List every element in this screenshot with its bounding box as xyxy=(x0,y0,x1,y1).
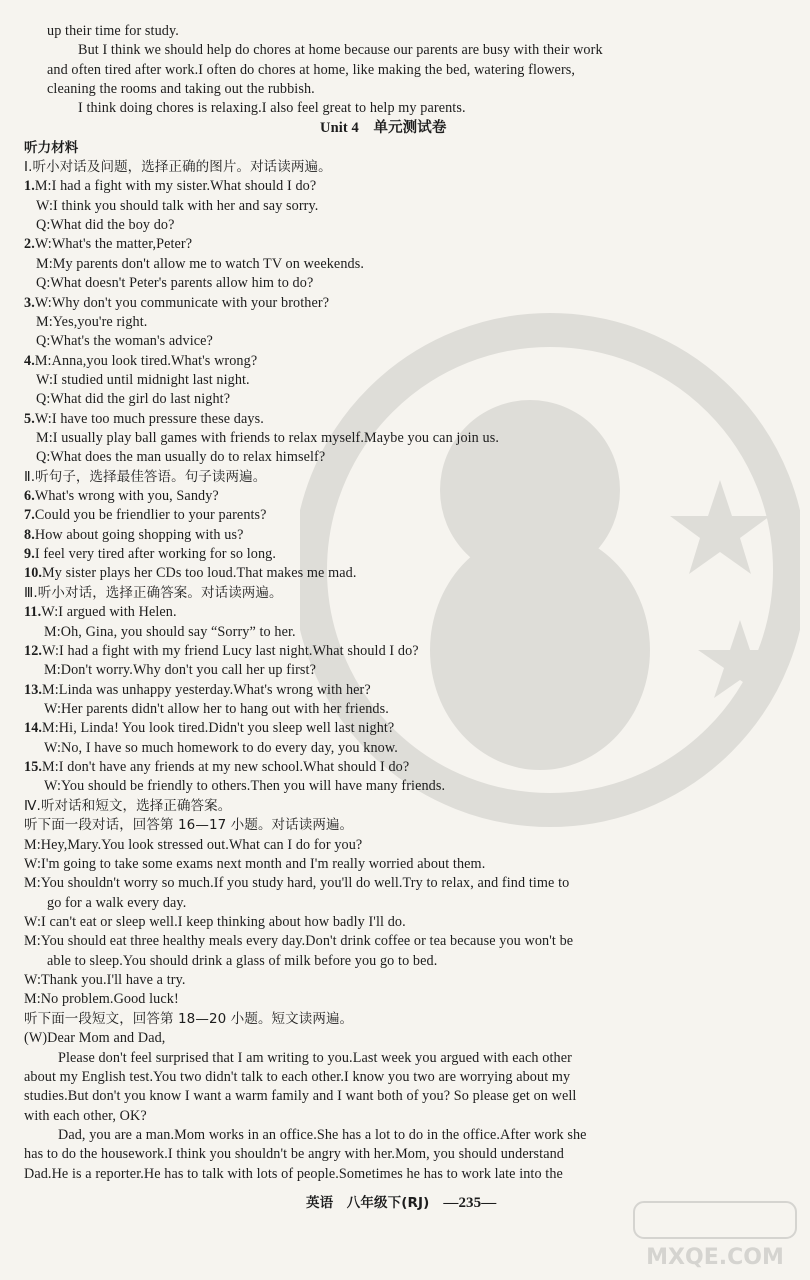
line-text: M:Anna,you look tired.What's wrong? xyxy=(34,353,258,369)
text-line xyxy=(24,158,332,178)
text-line xyxy=(47,61,575,81)
text-line xyxy=(58,1049,572,1069)
text-line xyxy=(36,255,364,275)
line-text: W:I think you should talk with her and say sorry. xyxy=(36,198,319,214)
text-line xyxy=(36,429,499,449)
line-text: W:I had a fight with my friend Lucy last night.What should I do? xyxy=(42,643,419,659)
text-line xyxy=(24,545,276,565)
text-line xyxy=(44,739,398,759)
line-text: M:I had a fight with my sister.What should I do? xyxy=(34,178,317,194)
line-text: W:I can't eat or sleep well.I keep thinking about how badly I'll do. xyxy=(24,914,406,930)
text-line xyxy=(24,177,316,197)
line-text: cleaning the rooms and taking out the rubbish. xyxy=(47,81,315,97)
question-number: 6. xyxy=(24,488,35,504)
line-text: with each other, OK? xyxy=(24,1108,147,1124)
line-text: 听下面一段对话，回答第 16—17 小题。对话读两遍。 xyxy=(24,817,354,833)
text-line xyxy=(36,371,250,391)
question-number: 13. xyxy=(24,682,43,698)
line-text: M:I don't have any friends at my new school.What should I do? xyxy=(42,759,410,775)
text-line xyxy=(24,1145,564,1165)
line-text: studies.But don't you know I want a warm family and I want both of you? So please get on well xyxy=(24,1088,577,1104)
text-line xyxy=(24,352,257,372)
line-text: Unit 4 单元测试卷 xyxy=(320,120,447,136)
text-line xyxy=(24,855,485,875)
text-line xyxy=(24,1087,576,1107)
line-text: But I think we should help do chores at home because our parents are busy with their work xyxy=(78,42,603,58)
text-line xyxy=(24,874,569,894)
line-text: M:No problem.Good luck! xyxy=(24,991,179,1007)
text-line xyxy=(24,468,266,488)
watermark-text: MXQE.COM xyxy=(646,1245,784,1270)
line-text: Q:What did the girl do last night? xyxy=(36,391,231,407)
text-line xyxy=(24,816,353,836)
question-number: 10. xyxy=(24,565,43,581)
line-text: W:No, I have so much homework to do every day, you know. xyxy=(44,740,398,756)
text-line xyxy=(24,1029,165,1049)
text-line xyxy=(24,642,419,662)
text-line xyxy=(78,99,466,119)
text-line xyxy=(24,294,329,314)
page-number: —235— xyxy=(443,1195,497,1211)
line-text: Ⅲ.听小对话，选择正确答案。对话读两遍。 xyxy=(24,585,283,601)
question-number: 11. xyxy=(24,604,42,620)
line-text: M:Don't worry.Why don't you call her up first? xyxy=(44,662,316,678)
line-text: M:You should eat three healthy meals every day.Don't drink coffee or tea because you won't be xyxy=(24,933,574,949)
line-text: I think doing chores is relaxing.I also feel great to help my parents. xyxy=(78,100,466,116)
text-line xyxy=(58,1126,587,1146)
text-line xyxy=(24,487,219,507)
text-line xyxy=(24,564,356,584)
question-number: 8. xyxy=(24,527,35,543)
text-line xyxy=(47,952,437,972)
line-text: I feel very tired after working for so long. xyxy=(34,546,277,562)
line-text: W:I argued with Helen. xyxy=(41,604,177,620)
line-text: go for a walk every day. xyxy=(47,895,187,911)
line-text: and often tired after work.I often do chores at home, like making the bed, watering flowers, xyxy=(47,62,576,78)
question-number: 4. xyxy=(24,353,35,369)
line-text: W:Why don't you communicate with your brother? xyxy=(34,295,330,311)
text-line xyxy=(36,274,313,294)
text-line xyxy=(36,332,213,352)
question-number: 2. xyxy=(24,236,35,252)
line-text: M:You shouldn't worry so much.If you study hard, you'll do well.Try to relax, and find time to xyxy=(24,875,570,891)
line-text: able to sleep.You should drink a glass of milk before you go to bed. xyxy=(47,953,438,969)
line-text: My sister plays her CDs too loud.That makes me mad. xyxy=(42,565,357,581)
text-line xyxy=(24,506,267,526)
text-line xyxy=(44,777,445,797)
text-line xyxy=(24,681,371,701)
line-text: about my English test.You two didn't talk to each other.I know you two are worrying about my xyxy=(24,1069,571,1085)
text-line xyxy=(24,836,362,856)
line-text: W:You should be friendly to others.Then you will have many friends. xyxy=(44,778,446,794)
text-line xyxy=(44,623,296,643)
text-line xyxy=(47,894,186,914)
line-text: M:Linda was unhappy yesterday.What's wrong with her? xyxy=(42,682,371,698)
line-text: How about going shopping with us? xyxy=(34,527,244,543)
question-number: 12. xyxy=(24,643,43,659)
line-text: W:Thank you.I'll have a try. xyxy=(24,972,186,988)
question-number: 7. xyxy=(24,507,35,523)
text-line xyxy=(44,700,389,720)
line-text: Please don't feel surprised that I am writing to you.Last week you argued with each other xyxy=(58,1050,572,1066)
line-text: Ⅰ.听小对话及问题，选择正确的图片。对话读两遍。 xyxy=(24,159,332,175)
line-text: Q:What's the woman's advice? xyxy=(36,333,213,349)
question-number: 1. xyxy=(24,178,35,194)
text-line xyxy=(24,603,177,623)
text-line xyxy=(47,80,315,100)
line-text: M:Hi, Linda! You look tired.Didn't you sleep well last night? xyxy=(42,720,395,736)
text-line xyxy=(36,313,147,333)
line-text: W:I studied until midnight last night. xyxy=(36,372,250,388)
text-line xyxy=(24,584,283,604)
text-line xyxy=(24,932,573,952)
text-line xyxy=(36,216,175,236)
text-line xyxy=(36,197,318,217)
line-text: W:I have too much pressure these days. xyxy=(34,411,264,427)
line-text: W:I'm going to take some exams next month and I'm really worried about them. xyxy=(24,856,486,872)
line-text: (W)Dear Mom and Dad, xyxy=(24,1030,166,1046)
site-watermark-logo-icon xyxy=(630,1200,800,1274)
text-line xyxy=(24,1010,353,1030)
text-line xyxy=(24,990,179,1010)
line-text: M:Oh, Gina, you should say “Sorry” to her. xyxy=(44,624,296,640)
text-line xyxy=(320,119,446,139)
question-number: 15. xyxy=(24,759,43,775)
line-text: Ⅳ.听对话和短文，选择正确答案。 xyxy=(24,798,232,814)
question-number: 14. xyxy=(24,720,43,736)
question-number: 9. xyxy=(24,546,35,562)
line-text: Could you be friendlier to your parents? xyxy=(34,507,267,523)
question-number: 3. xyxy=(24,295,35,311)
line-text: Dad.He is a reporter.He has to talk with lots of people.Sometimes he has to work late into the xyxy=(24,1166,563,1182)
text-line xyxy=(36,390,230,410)
text-line xyxy=(24,235,192,255)
line-text: M:Yes,you're right. xyxy=(36,314,148,330)
line-text: Q:What does the man usually do to relax himself? xyxy=(36,449,326,465)
line-text: up their time for study. xyxy=(47,23,179,39)
line-text: has to do the housework.I think you shouldn't be angry with her.Mom, you should understand xyxy=(24,1146,564,1162)
footer-subject: 英语 八年级下(RJ) xyxy=(306,1195,430,1211)
text-line xyxy=(47,22,179,42)
line-text: Q:What doesn't Peter's parents allow him to do? xyxy=(36,275,314,291)
line-text: Dad, you are a man.Mom works in an office.She has a lot to do in the office.After work she xyxy=(58,1127,587,1143)
text-line xyxy=(78,41,603,61)
text-line xyxy=(24,1165,563,1185)
line-text: Q:What did the boy do? xyxy=(36,217,175,233)
line-text: W:What's the matter,Peter? xyxy=(34,236,193,252)
text-line xyxy=(24,139,78,159)
text-line xyxy=(36,448,325,468)
page-footer xyxy=(306,1194,496,1214)
text-line xyxy=(24,758,409,778)
text-line xyxy=(24,410,264,430)
text-line xyxy=(24,526,243,546)
text-line xyxy=(24,1068,570,1088)
text-line xyxy=(24,719,394,739)
line-text: W:Her parents didn't allow her to hang out with her friends. xyxy=(44,701,389,717)
text-line xyxy=(24,913,406,933)
line-text: M:Hey,Mary.You look stressed out.What can I do for you? xyxy=(24,837,363,853)
text-line xyxy=(44,661,316,681)
line-text: M:I usually play ball games with friends to relax myself.Maybe you can join us. xyxy=(36,430,499,446)
text-line xyxy=(24,797,231,817)
question-number: 5. xyxy=(24,411,35,427)
line-text: 听下面一段短文，回答第 18—20 小题。短文读两遍。 xyxy=(24,1011,354,1027)
line-text: M:My parents don't allow me to watch TV on weekends. xyxy=(36,256,364,272)
line-text: Ⅱ.听句子，选择最佳答语。句子读两遍。 xyxy=(24,469,267,485)
text-line xyxy=(24,1107,147,1127)
line-text: 听力材料 xyxy=(24,140,79,156)
text-line xyxy=(24,971,186,991)
line-text: What's wrong with you, Sandy? xyxy=(34,488,219,504)
